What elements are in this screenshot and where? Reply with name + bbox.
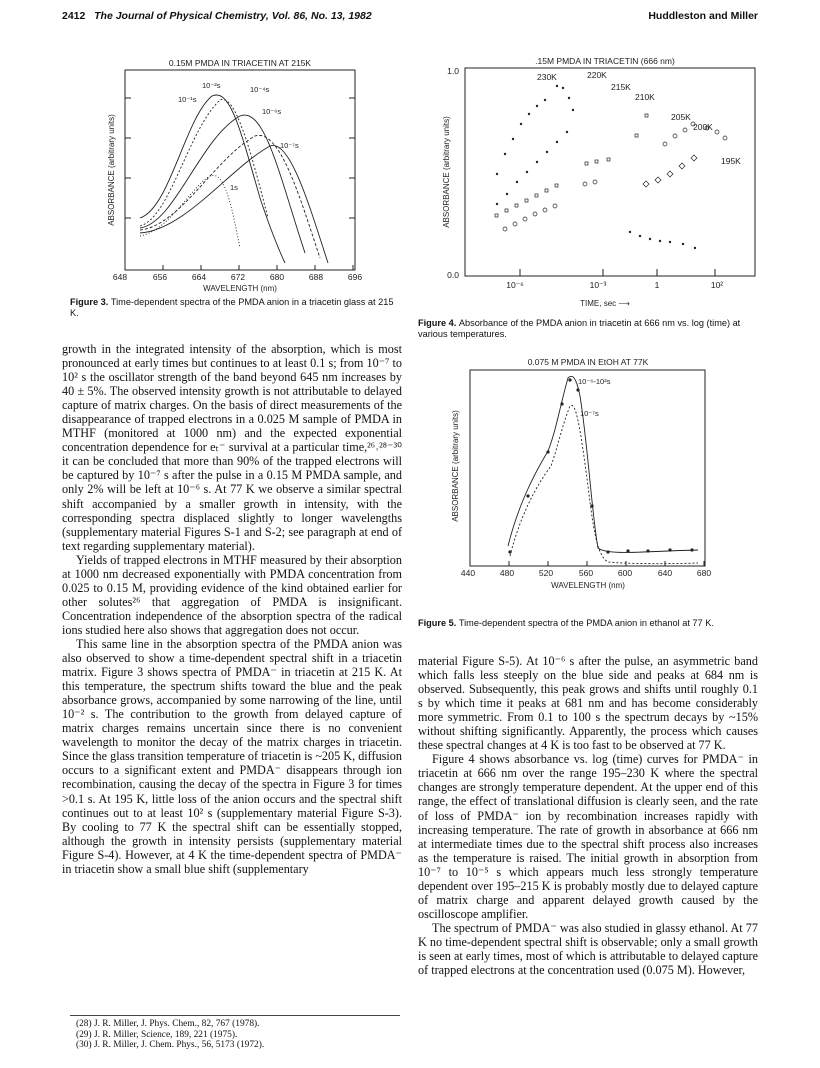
figure-4-points <box>496 85 696 249</box>
right-column <box>418 654 758 977</box>
figure-4-title: .15M PMDA IN TRIACETIN (666 nm) <box>535 56 675 66</box>
figure-4-caption <box>418 318 758 340</box>
figure-3-xtick-4: 680 <box>269 272 285 282</box>
figure-5-caption-label: Figure 5. <box>418 618 457 628</box>
figure-3-label-1s: 1s <box>230 183 238 192</box>
figure-5-label-1e-6-1e2s: 10⁻⁶-10²s <box>578 377 611 386</box>
figure-5-plot <box>448 356 718 608</box>
figure-5-title: 0.075 M PMDA IN EtOH AT 77K <box>527 357 649 367</box>
right-paragraph-1: material Figure S-5). At 10⁻⁶ s after the pulse, an asymmetric band which falls less steeply on the blue side and peaks at 684 nm is observed. Subsequently, this peak grows and shifts until roughly 0.1 s by which time it peaks at 681 nm and has become considerably more symmetric. From 0.1 to 100 s the spectrum decays by ~15% without shifting significantly. Apparently, the process which causes these spectral changes at 4 K is too fast to be observed at 77 K. <box>418 654 758 753</box>
figure-5 <box>448 356 718 608</box>
figure-5-caption <box>418 618 758 629</box>
page-number: 2412 <box>62 10 86 22</box>
figure-3-curve-1e-2s <box>140 99 268 226</box>
left-column <box>62 342 402 876</box>
figure-3-curves <box>140 95 328 263</box>
figure-4-caption-text: Absorbance of the PMDA anion in triacetin at 666 nm vs. log (time) at various temperatures. <box>418 318 741 339</box>
figure-4-ticks <box>520 269 715 276</box>
figure-5-xtick-0: 440 <box>460 568 476 578</box>
figure-4-temp-205K: 205K <box>671 112 691 122</box>
figure-4-xlabel: TIME, sec ⟶ <box>580 299 630 308</box>
figure-5-curve-1e-6-1e2s <box>508 376 698 552</box>
figure-4-xtick-1: 10⁻³ <box>589 280 607 290</box>
figure-3-curve-1e-4s <box>140 115 305 253</box>
figure-3-label-1e-2s: 10⁻²s <box>202 81 221 90</box>
figure-3-xtick-6: 696 <box>347 272 363 282</box>
figure-3-label-1e-7s: 10⁻⁷s <box>280 141 299 150</box>
figure-5-frame <box>470 370 705 566</box>
figure-5-xtick-4: 600 <box>617 568 633 578</box>
reference-29: (29) J. R. Miller, Science, 189, 221 (1975). <box>76 1029 238 1040</box>
figure-3-xtick-3: 672 <box>230 272 246 282</box>
figure-5-xlabel: WAVELENGTH (nm) <box>551 581 625 590</box>
figure-3-xtick-0: 648 <box>112 272 128 282</box>
figure-4-temp-215K: 215K <box>611 82 631 92</box>
figure-4-caption-label: Figure 4. <box>418 318 457 328</box>
footnote-rule <box>70 1015 400 1016</box>
figure-3-caption-label: Figure 3. <box>70 297 109 307</box>
left-paragraph-1: growth in the integrated intensity of the absorption, which is most pronounced at early times but continues to at least 0.1 s; from 10⁻⁷ to 10² s the oscillator strength of the band beyond 645 nm increases by 40 ± 5%. The observed intensity growth is not attributable to delayed capture of matrix charges. On the basis of direct measurements of the disappearance of trapped electrons in a 0.025 M sample of PMDA in MTHF (monitored at 1000 nm) and the expected exponential concentration dependence for eₜ⁻ survival at a particular time,²⁶˒²⁸⁻³⁰ it can be concluded that more than 90% of the trapped electrons will be captured by 10⁻⁷ s after the pulse in a 0.15 M PMDA sample, and only 2% will be left at 10⁻⁶ s. At 77 K we observe a similar spectral shift accompanied by a smaller growth in intensity, with the corresponding spectra displaced slightly to longer wavelengths (supplementary material Figures S-1 and S-2; see paragraph at end of text regarding supplementary material). <box>62 342 402 553</box>
figure-3-plot <box>100 58 400 294</box>
running-authors: Huddleston and Miller <box>648 10 758 22</box>
figure-3-caption <box>70 297 402 319</box>
figure-4-ytick-top: 1.0 <box>447 66 459 76</box>
figure-4-temp-195K: 195K <box>721 156 741 166</box>
figure-3-curve-1e-7s <box>140 145 328 263</box>
left-paragraph-2: Yields of trapped electrons in MTHF measured by their absorption at 1000 nm decreased exponentially with PMDA concentration from 0.025 to 0.15 M, providing evidence of the kind obtained earlier for other solutes²⁶ that aggregation of PMDA is insignificant. Concentration independence of the absorption spectra of the radical ions studied here also shows that aggregation does not occur. <box>62 552 402 637</box>
reference-30: (30) J. R. Miller, J. Chem. Phys., 56, 5173 (1972). <box>76 1040 265 1051</box>
figure-3-xtick-5: 688 <box>308 272 324 282</box>
figure-3-xlabel: WAVELENGTH (nm) <box>203 284 277 293</box>
figure-3-ylabel: ABSORBANCE (arbitrary units) <box>107 114 116 226</box>
figure-4-temp-210K: 210K <box>635 92 655 102</box>
figure-5-xtick-2: 520 <box>538 568 554 578</box>
figure-3-curve-1s <box>140 175 240 248</box>
figure-5-xtick-5: 640 <box>657 568 673 578</box>
figure-5-curve-1e-7s <box>510 405 698 563</box>
figure-4-plot <box>435 54 775 314</box>
figure-4-xtick-2: 1 <box>654 280 660 290</box>
figure-3-label-1e-4s: 10⁻⁴s <box>250 85 270 94</box>
figure-4 <box>435 54 775 314</box>
journal-title: The Journal of Physical Chemistry, Vol. 86, No. 13, 1982 <box>94 10 372 22</box>
figure-4-ytick-bottom: 0.0 <box>447 270 459 280</box>
references <box>70 1015 400 1051</box>
figure-5-xtick-3: 560 <box>578 568 594 578</box>
figure-4-temp-220K: 220K <box>587 70 607 80</box>
figure-3-xtick-2: 664 <box>191 272 207 282</box>
figure-5-label-1e-7s: 10⁻⁷s <box>580 409 599 418</box>
figure-5-xtick-1: 480 <box>499 568 515 578</box>
figure-5-points <box>508 378 693 553</box>
figure-4-xtick-3: 10² <box>710 280 724 290</box>
right-paragraph-2: Figure 4 shows absorbance vs. log (time) curves for PMDA⁻ in triacetin at 666 nm over the range 195–230 K where the spectral changes are strongly temperature dependent. At the upper end of this range, the effect of translational diffusion is clearly seen, and the rate of loss of PMDA⁻ ion by recombination increases rapidly with increasing temperature. The rate of growth in absorbance at 666 nm at intermediate times due to the spectral shift process also increases as the temperature is raised. The initial growth in absorption from 10⁻⁷ to 10⁻⁵ s which appears much less strongly temperature dependent over 195–215 K is probably mostly due to delayed capture of matrix charge and apparent delayed growth caused by the oscilloscope amplifier. <box>418 752 758 921</box>
figure-3-label-1e-6s: 10⁻⁶s <box>262 107 282 116</box>
figure-4-temp-230K: 230K <box>537 72 557 82</box>
figure-3-xtick-1: 656 <box>152 272 168 282</box>
page-header <box>62 10 758 26</box>
figure-4-frame <box>465 68 755 276</box>
figure-3-caption-text: Time-dependent spectra of the PMDA anion in a triacetin glass at 215 K. <box>70 297 394 318</box>
figure-5-caption-text: Time-dependent spectra of the PMDA anion in ethanol at 77 K. <box>458 618 714 628</box>
figure-5-curves <box>508 376 698 563</box>
left-paragraph-3: This same line in the absorption spectra of the PMDA anion was also observed to show a time-dependent spectral shift in a triacetin matrix. Figure 3 shows spectra of PMDA⁻ in triacetin at 215 K. At this temperature, the spectrum shifts toward the blue and the peak absorbance grows, accompanied by some narrowing of the line, until 10⁻² s. The contribution to the growth from delayed capture of matrix charges remains uncertain since there is no convenient wavelength to monitor the decay of the matrix charges in triacetin. Since the glass transition temperature of triacetin is ~205 K, diffusion occurs to a significant extent and PMDA⁻ disappears through ion recombination, causing the decay of the spectra in Figure 3 for times >0.1 s. At 195 K, little loss of the anion occurs and the spectral shift continues out to at least 10² s (supplementary material Figure S-3). By cooling to 77 K the spectral shift can be essentially stopped, although the growth in intensity persists (supplementary material Figure S-4). However, at 4 K the time-dependent spectra of PMDA⁻ in triacetin show a small blue shift (supplementary <box>62 636 402 876</box>
figure-4-ylabel: ABSORBANCE (arbitrary units) <box>442 116 451 228</box>
figure-4-temp-200K: 200K <box>693 122 713 132</box>
reference-28: (28) J. R. Miller, J. Phys. Chem., 82, 767 (1978). <box>76 1019 260 1029</box>
figure-3-curve-1e-1s <box>140 95 285 263</box>
figure-5-ylabel: ABSORBANCE (arbitrary units) <box>451 410 460 522</box>
right-paragraph-3: The spectrum of PMDA⁻ was also studied in glassy ethanol. At 77 K no time-dependent spectral shift is observable; only a small growth is seen at early times, most of which is attributable to delayed capture of trapped electrons at the concentration used (0.075 M). However, <box>418 920 758 978</box>
figure-5-xtick-6: 680 <box>696 568 712 578</box>
figure-3-label-1e-1s: 10⁻¹s <box>178 95 197 104</box>
figure-3-title: 0.15M PMDA IN TRIACETIN AT 215K <box>168 58 312 68</box>
figure-4-xtick-0: 10⁻⁶ <box>506 280 524 290</box>
figure-3 <box>100 58 400 294</box>
